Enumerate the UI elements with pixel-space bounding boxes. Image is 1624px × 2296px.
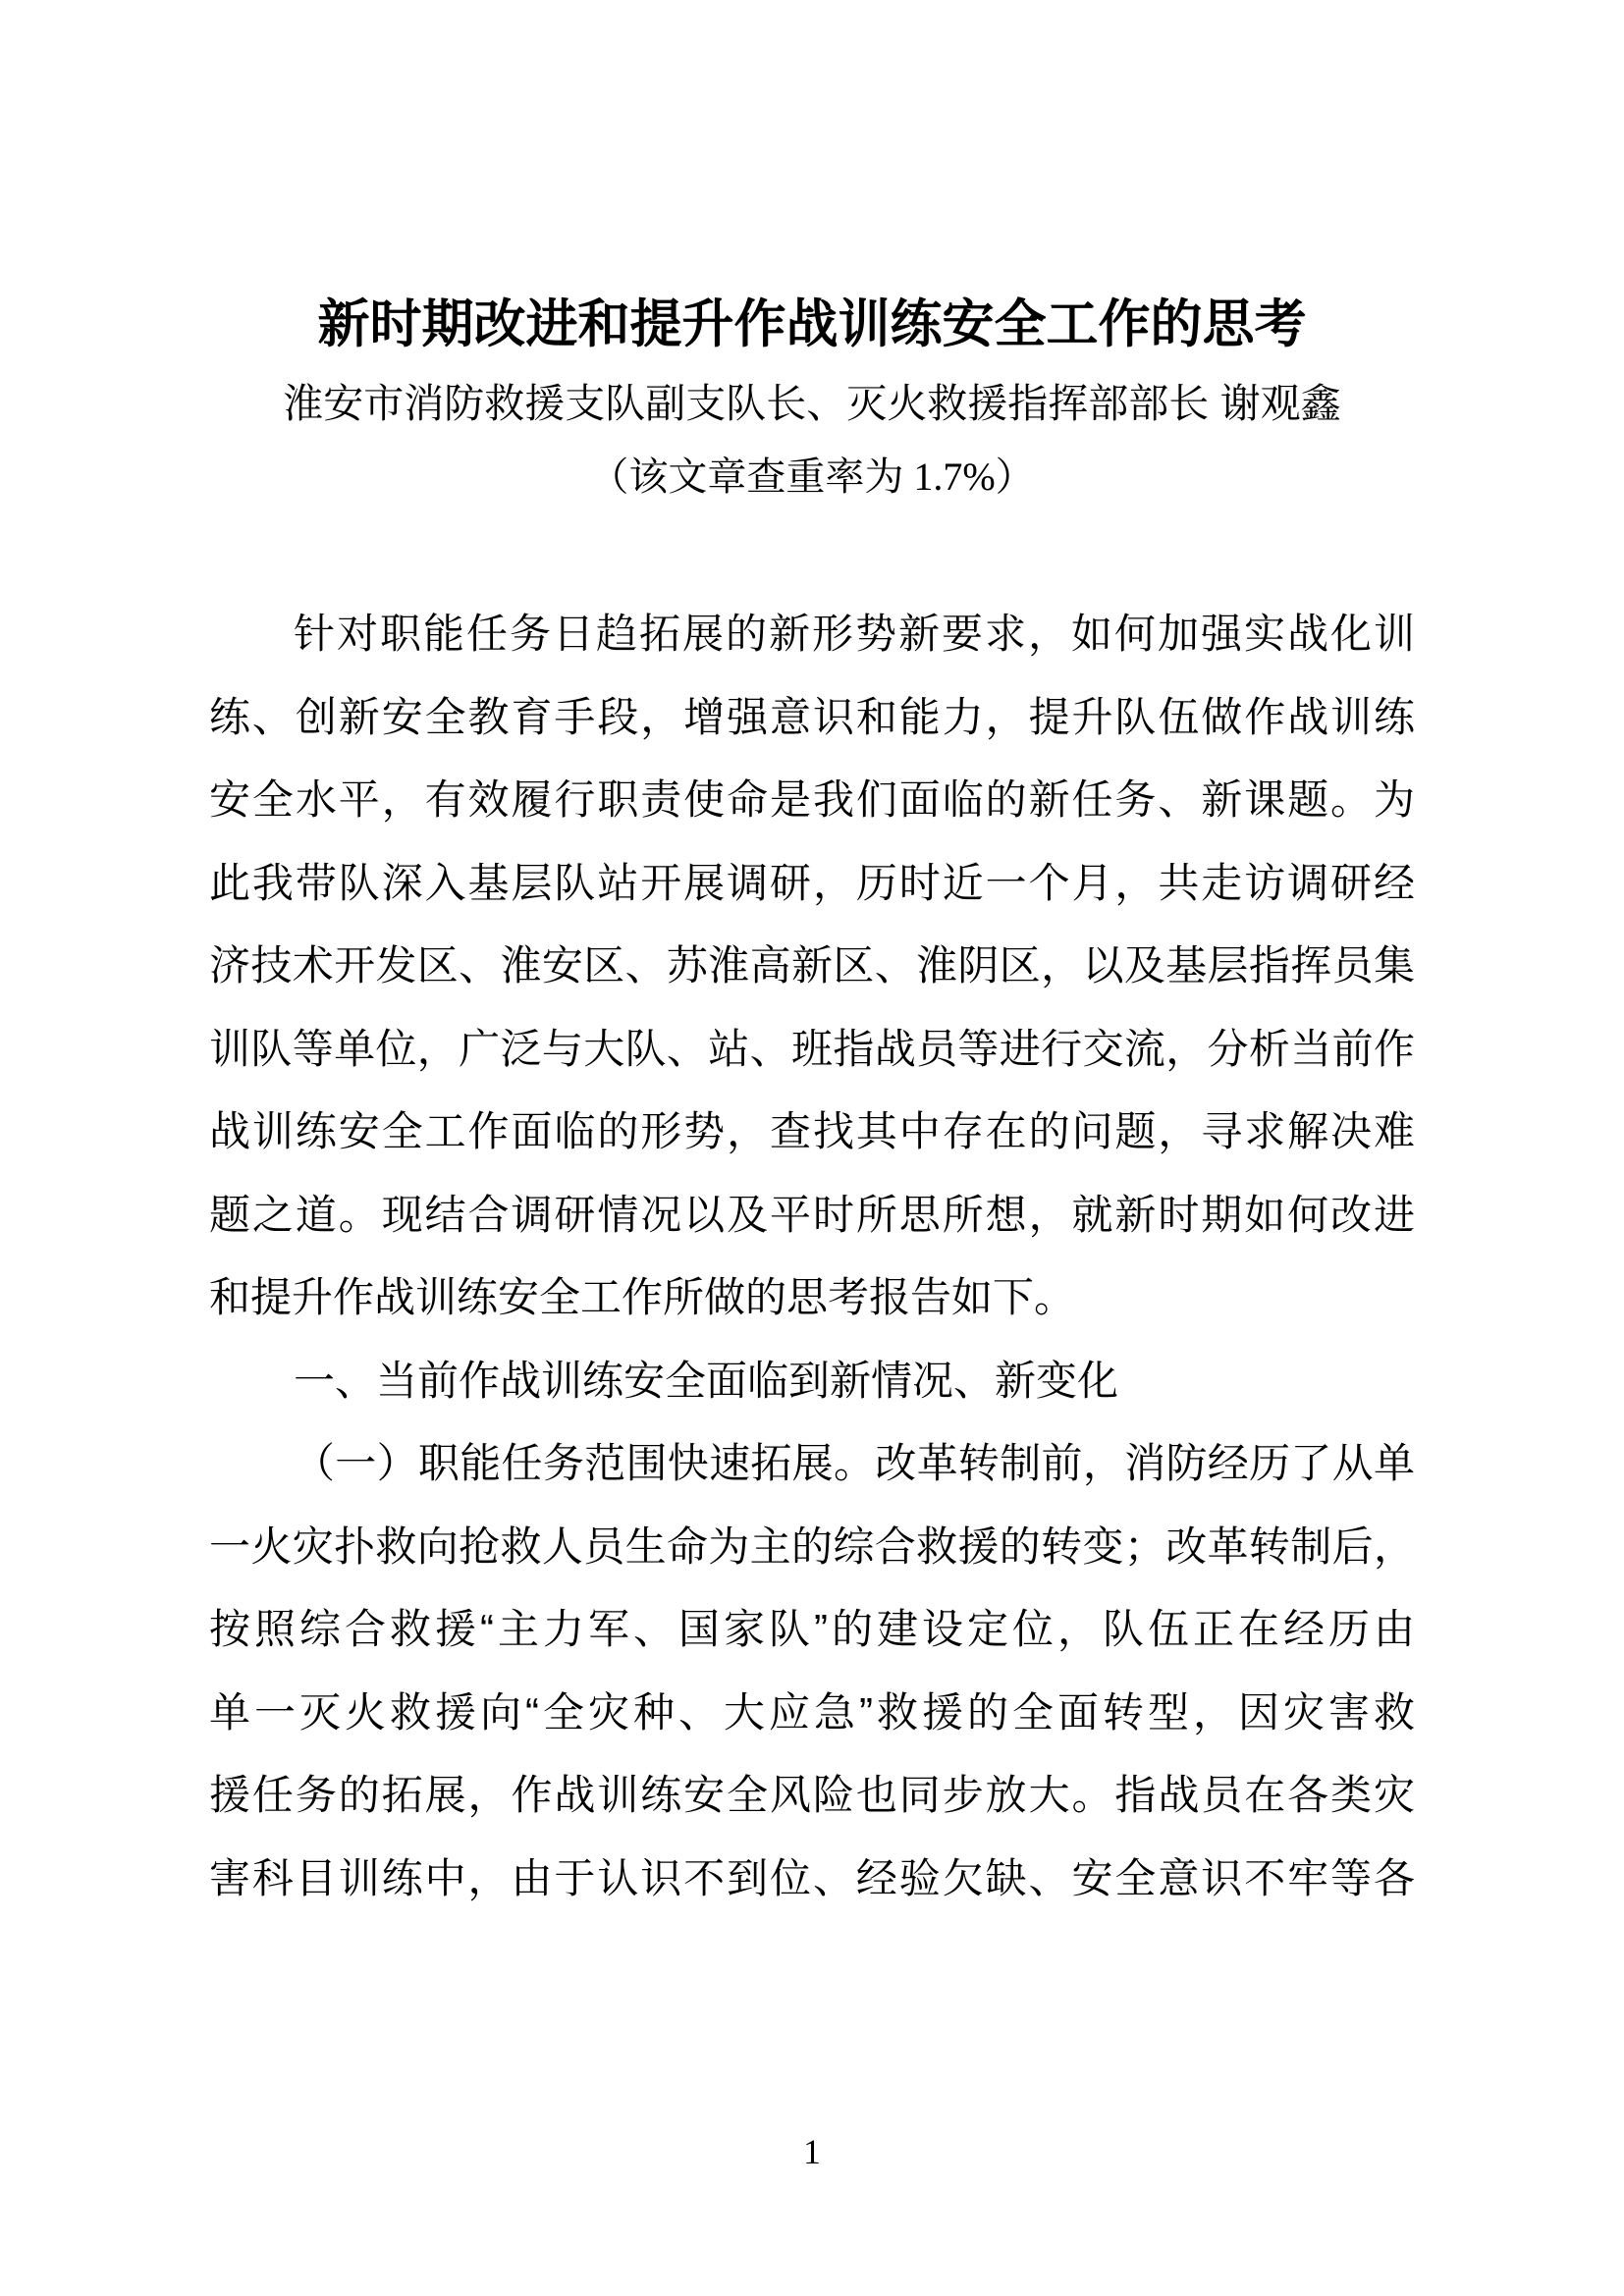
paragraph-line: 题之道。现结合调研情况以及平时所思所想，就新时期如何改进	[209, 1191, 1415, 1238]
paragraph-line: 练、创新安全教育手段，增强意识和能力，提升队伍做作战训练	[209, 693, 1415, 740]
paragraph-line: 战训练安全工作面临的形势，查找其中存在的问题，寻求解决难	[209, 1108, 1415, 1154]
paragraph-line: 害科目训练中，由于认识不到位、经验欠缺、安全意识不牢等各	[209, 1854, 1415, 1901]
page-content	[209, 0, 1415, 1920]
paragraph-line: 训队等单位，广泛与大队、站、班指战员等进行交流，分析当前作	[209, 1025, 1415, 1072]
paragraph-2	[209, 1422, 1415, 1920]
document-byline: 淮安市消防救援支队副支队长、灭火救援指挥部部长 谢观鑫	[283, 381, 1341, 426]
paragraph-line: 和提升作战训练安全工作所做的思考报告如下。	[209, 1274, 1076, 1320]
paragraph-1	[209, 593, 1415, 1340]
paragraph-line: 济技术开发区、淮安区、苏淮高新区、淮阴区，以及基层指挥员集	[209, 942, 1415, 988]
paragraph-line: 援任务的拓展，作战训练安全风险也同步放大。指战员在各类灾	[209, 1772, 1415, 1818]
page-number-footer: 1	[803, 2132, 821, 2171]
document-similarity-note: （该文章查重率为 1.7%）	[589, 454, 1035, 499]
paragraph-line: 一火灾扑救向抢救人员生命为主的综合救援的转变；改革转制后，	[209, 1522, 1415, 1570]
paragraph-line: 安全水平，有效履行职责使命是我们面临的新任务、新课题。为	[209, 776, 1415, 823]
paragraph-line: 针对职能任务日趋拓展的新形势新要求，如何加强实战化训	[294, 611, 1415, 657]
document-body	[209, 507, 1415, 1920]
page-title: 新时期改进和提升作战训练安全工作的思考	[317, 295, 1307, 353]
paragraph-line: 此我带队深入基层队站开展调研，历时近一个月，共走访调研经	[209, 859, 1415, 906]
paragraph-line: 单一灭火救援向“全灾种、大应急”救援的全面转型，因灾害救	[209, 1688, 1415, 1735]
paragraph-line: （一）职能任务范围快速拓展。改革转制前，消防经历了从单	[294, 1440, 1415, 1486]
section-heading-1: 一、当前作战训练安全面临到新情况、新变化	[294, 1357, 1119, 1404]
paragraph-line: 按照综合救援“主力军、国家队”的建设定位，队伍正在经历由	[209, 1606, 1415, 1652]
